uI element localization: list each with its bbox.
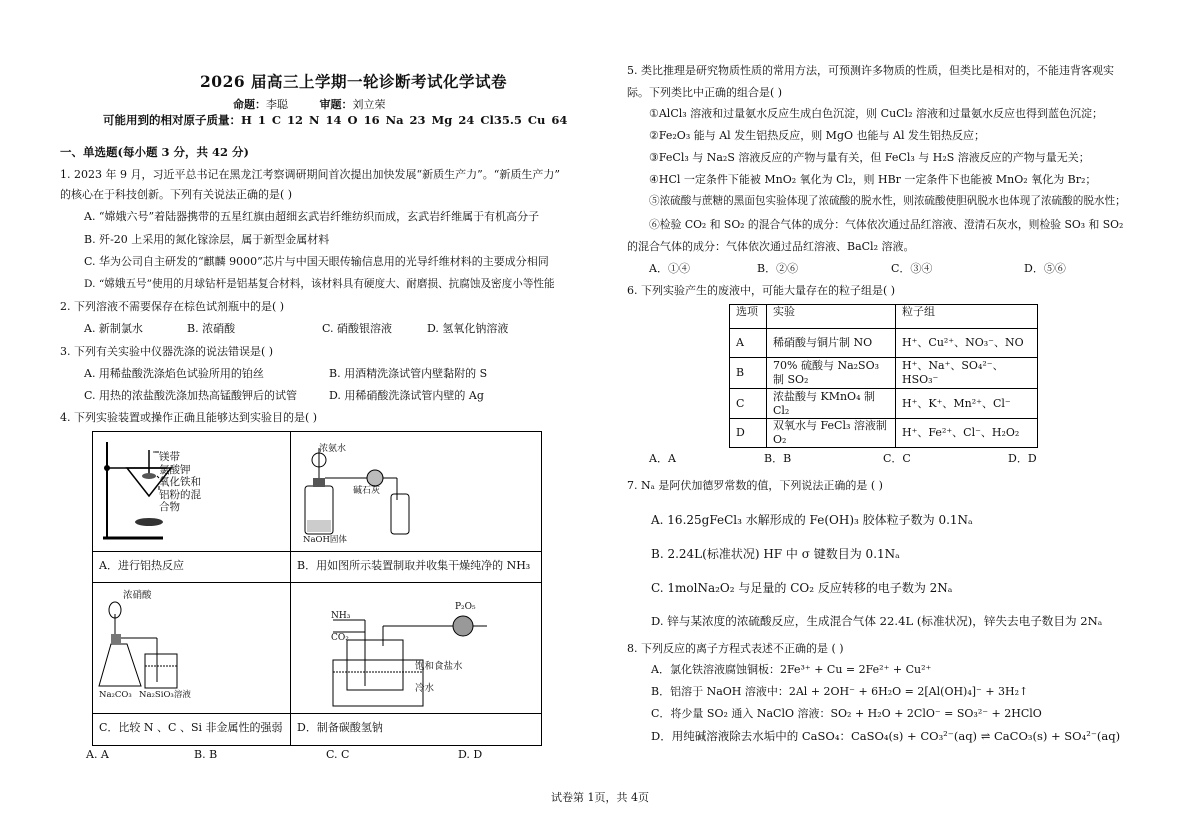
q5-item-1: ①AlCl₃ 溶液和过量氨水反应生成白色沉淀，则 CuCl₂ 溶液和过量氨水反应也得到蓝色沉淀；: [649, 107, 1103, 120]
author-line: 命题：李聪 审题：刘立荣: [233, 98, 386, 111]
nh3-label: NH₃: [331, 611, 351, 621]
q5-stem-2: 际。下列类比中正确的组合是( ): [627, 86, 783, 99]
q5-option-c: C．③④: [891, 262, 933, 275]
q4-stem: 4. 下列实验装置或操作正确且能够达到实验目的是( ): [60, 411, 318, 424]
q1-option-b: B. 歼-20 上采用的氮化镓涂层，属于新型金属材料: [84, 233, 330, 246]
q6-option-c: C．C: [883, 452, 911, 465]
q5-item-4: ④HCl 一定条件下能被 MnO₂ 氧化为 Cl₂，则 HBr 一定条件下也能被 MnO₂ 氧化为 Br₂；: [649, 173, 1097, 186]
q2-stem: 2. 下列溶液不需要保存在棕色试剂瓶中的是( ): [60, 300, 285, 313]
co2-label: CO₂: [331, 633, 349, 643]
q7-option-b: B. 2.24L(标准状况) HF 中 σ 键数目为 0.1Nₐ: [651, 547, 900, 561]
q8-option-b: B．铝溶于 NaOH 溶液中：2Al + 2OH⁻ + 6H₂O = 2[Al(OH)₄]⁻ + 3H₂↑: [651, 685, 1029, 698]
q5-item-5: ⑤浓硫酸与蔗糖的黑面包实验体现了浓硫酸的脱水性，则浓硫酸使胆矾脱水也体现了浓硫酸的脱水性；: [649, 195, 1126, 207]
grid-divider-h2: [93, 582, 541, 583]
sodium-silicate-label: Na₂SiO₃溶液: [139, 690, 191, 700]
q8-option-a: A．氯化铁溶液腐蚀铜板：2Fe³⁺ + Cu = 2Fe²⁺ + Cu²⁺: [651, 663, 932, 676]
table-header: 选项: [730, 305, 767, 329]
grid-divider-h1: [93, 551, 541, 552]
q7-option-a: A. 16.25gFeCl₃ 水解形成的 Fe(OH)₃ 胶体粒子数为 0.1Nₐ: [651, 513, 973, 527]
q5-stem-1: 5. 类比推理是研究物质性质的常用方法，可预测许多物质的性质，但类比是相对的，不能违背客观实: [627, 64, 1114, 77]
soda-lime-label: 碱石灰: [353, 486, 381, 496]
q8-stem: 8. 下列反应的离子方程式表述不正确的是 ( ): [627, 642, 844, 655]
thermite-labels: 镁带 氯酸钾 氧化铁和 铝粉的混 合物: [159, 451, 201, 514]
table-row: B 70% 硫酸与 Na₂SO₃ 制 SO₂ H⁺、Na⁺、SO₄²⁻、HSO₃⁻: [730, 358, 1038, 389]
q1-option-d: D. “嫦娥五号”使用的月球钻杆是铝基复合材料，该材料具有硬度大、耐磨损、抗腐蚀及密度小等性能: [84, 278, 555, 290]
cold-water-label: 冷水: [415, 683, 435, 694]
q6-table: [729, 304, 1038, 448]
q5-item-3: ③FeCl₃ 与 Na₂S 溶液反应的产物与量有关，但 FeCl₃ 与 H₂S 溶液反应的产物与量无关；: [649, 151, 1090, 164]
q5-option-a: A．①④: [649, 262, 690, 275]
table-row: A 稀硝酸与铜片制 NO H⁺、Cu²⁺、NO₃⁻、NO: [730, 329, 1038, 358]
q5-option-b: B．②⑥: [757, 262, 799, 275]
table-header: 粒子组: [896, 305, 1038, 329]
table-row: D 双氧水与 FeCl₃ 溶液制 O₂ H⁺、Fe²⁺、Cl⁻、H₂O₂: [730, 419, 1038, 448]
q1-stem-2: 的核心在于科技创新。下列有关说法正确的是( ): [60, 188, 293, 201]
q1-stem-1: 1. 2023 年 9 月，习近平总书记在黑龙江考察调研期间首次提出加快发展“新质生产力”。“新质生产力”: [60, 168, 560, 181]
q5-item-6: ⑥检验 CO₂ 和 SO₂ 的混合气体的成分：气体依次通过品红溶液、澄清石灰水，则检验 SO₃ 和 SO₂: [649, 218, 1124, 231]
q4-caption-d: D．制备碳酸氢钠: [297, 721, 383, 734]
q4-answer-a: A. A: [86, 748, 109, 761]
p2o5-label: P₂O₅: [455, 602, 476, 612]
grid-divider-h3: [93, 713, 541, 714]
section-title: 一、单选题(每小题 3 分，共 42 分): [60, 145, 249, 159]
q8-option-d: D．用纯碱溶液除去水垢中的 CaSO₄：CaSO₄(s) + CO₃²⁻(aq) ⇌ CaCO₃(s) + SO₄²⁻(aq): [651, 729, 1121, 743]
q2-option-b: B. 浓硝酸: [187, 322, 236, 335]
q7-option-d: D. 锌与某浓度的浓硫酸反应，生成混合气体 22.4L (标准状况)，锌失去电子数目为 2Nₐ: [651, 614, 1103, 628]
q1-option-c: C. 华为公司自主研发的“麒麟 9000”芯片与中国天眼传输信息用的光导纤维材料的主要成分相同: [84, 255, 549, 268]
q7-stem: 7. Nₐ 是阿伏加德罗常数的值，下列说法正确的是 ( ): [627, 479, 883, 492]
q3-stem: 3. 下列有关实验中仪器洗涤的说法错误是( ): [60, 345, 274, 358]
q3-option-d: D. 用稀硝酸洗涤试管内壁的 Ag: [329, 389, 484, 402]
naoh-label: NaOH固体: [303, 535, 347, 545]
q4-caption-c: C．比较 N 、C 、Si 非金属性的强弱: [99, 721, 283, 734]
q6-option-b: B．B: [764, 452, 792, 465]
table-row: C 浓盐酸与 KMnO₄ 制 Cl₂ H⁺、K⁺、Mn²⁺、Cl⁻: [730, 389, 1038, 419]
table-header-row: [730, 305, 1038, 329]
q5-item-2: ②Fe₂O₃ 能与 Al 发生铝热反应，则 MgO 也能与 Al 发生铝热反应；: [649, 129, 985, 142]
q4-answer-d: D. D: [458, 748, 483, 761]
q6-option-d: D．D: [1008, 452, 1037, 465]
exam-title: 2026 届高三上学期一轮诊断考试化学试卷: [200, 72, 508, 91]
q5-option-d: D．⑤⑥: [1024, 262, 1066, 275]
q4-apparatus-grid: [92, 431, 542, 746]
atomic-masses: 可能用到的相对原子质量：H 1 C 12 N 14 O 16 Na 23 Mg 24 Cl35.5 Cu 64: [103, 113, 568, 127]
q8-option-c: C．将少量 SO₂ 通入 NaClO 溶液：SO₂ + H₂O + 2ClO⁻ = SO₃²⁻ + 2HClO: [651, 707, 1042, 720]
q6-stem: 6. 下列实验产生的废液中，可能大量存在的粒子组是( ): [627, 284, 896, 297]
brine-label: 饱和食盐水: [415, 661, 463, 672]
q3-option-a: A. 用稀盐酸洗涤焰色试验所用的铂丝: [84, 367, 264, 380]
q4-caption-a: A．进行铝热反应: [99, 559, 184, 572]
sodium-carbonate-label: Na₂CO₃: [99, 690, 132, 700]
page-footer: 试卷第 1页，共 4页: [551, 791, 649, 804]
q4-caption-b: B．用如图所示装置制取并收集干燥纯净的 NH₃: [297, 559, 531, 572]
q3-option-b: B. 用酒精洗涤试管内壁黏附的 S: [329, 367, 488, 380]
q1-option-a: A. “嫦娥六号”着陆器携带的五星红旗由超细玄武岩纤维纺织而成，玄武岩纤维属于有机高分子: [84, 210, 540, 223]
ammonia-label: 浓氨水: [319, 444, 347, 454]
q7-option-c: C. 1molNa₂O₂ 与足量的 CO₂ 反应转移的电子数为 2Nₐ: [651, 581, 953, 595]
q5-item-6-cont: 的混合气体的成分：气体依次通过品红溶液、BaCl₂ 溶液。: [627, 240, 915, 253]
q2-option-a: A. 新制氯水: [84, 322, 143, 335]
q2-option-d: D. 氢氧化钠溶液: [427, 322, 509, 335]
table-header: 实验: [767, 305, 896, 329]
q2-option-c: C. 硝酸银溶液: [322, 322, 393, 335]
grid-divider-v: [290, 432, 291, 745]
q3-option-c: C. 用热的浓盐酸洗涤加热高锰酸钾后的试管: [84, 389, 298, 402]
q4-answer-c: C. C: [326, 748, 350, 761]
q4-answer-b: B. B: [194, 748, 218, 761]
q6-option-a: A．A: [649, 452, 676, 465]
nitric-acid-label: 浓硝酸: [123, 590, 152, 601]
